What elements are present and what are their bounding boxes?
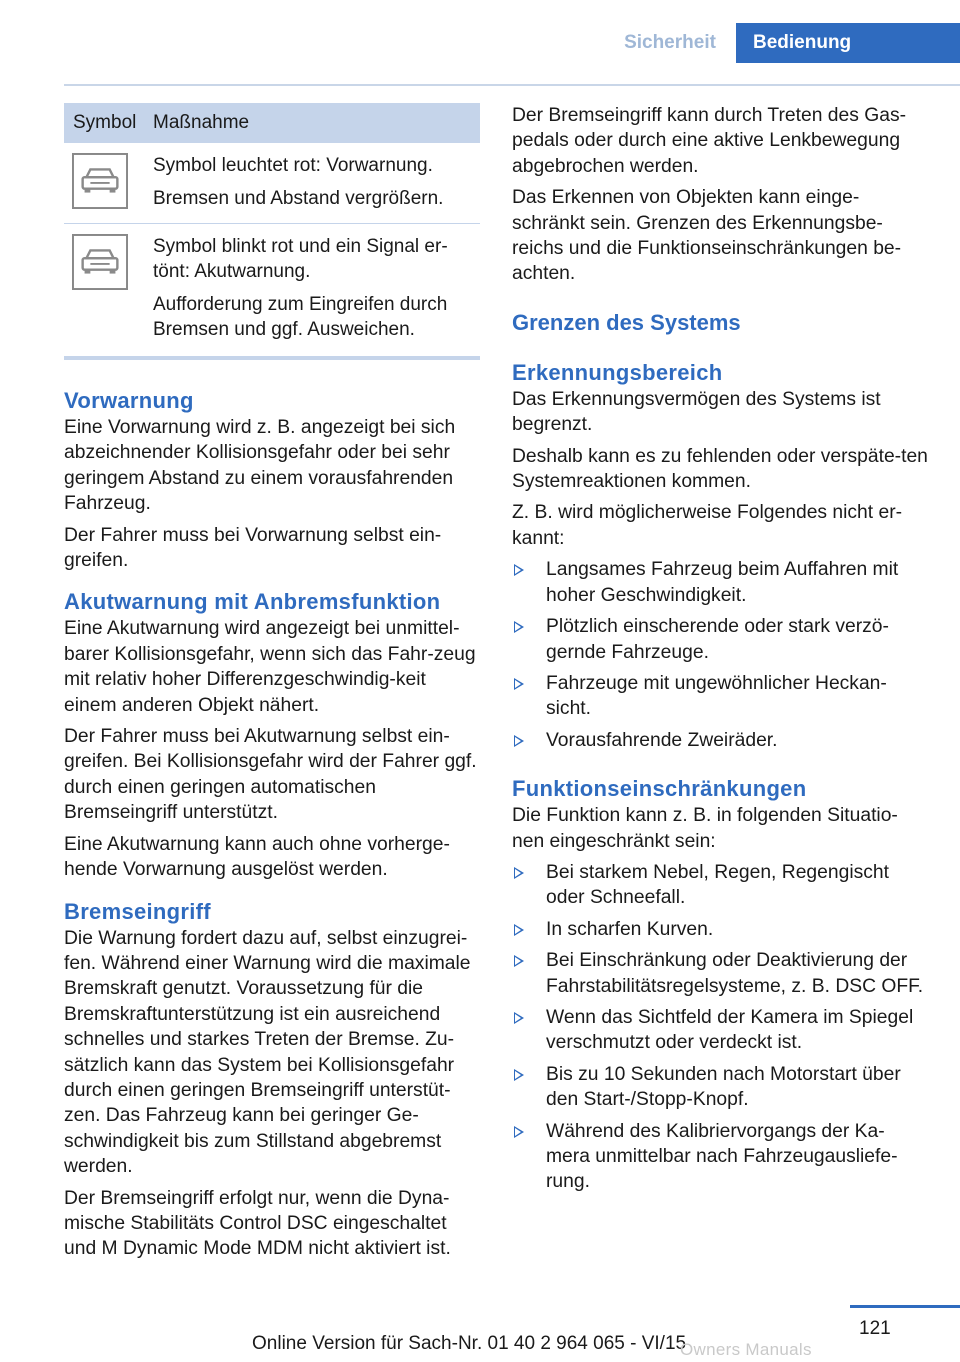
table-cell-text: Symbol blinkt rot und ein Signal er‐tönt: Akutwarnung. [153,236,448,282]
list-item: Vorausfahrende Zweiräder. [512,728,928,753]
table-cell-text: Symbol leuchtet rot: Vorwarnung. [153,155,433,176]
left-column [64,103,480,1262]
footer-version-text: Online Version für Sach-Nr. 01 40 2 964 065 - VI/15 [252,1333,687,1354]
tab-sicherheit[interactable]: Sicherheit [624,32,716,53]
page-number: 121 [859,1318,891,1339]
list-item: Bei starkem Nebel, Regen, Regengischt oder Schneefall. [512,860,928,911]
triangle-bullet-icon [514,1126,524,1138]
list-item: Langsames Fahrzeug beim Auffahren mit hoher Geschwindigkeit. [512,557,928,608]
list-item: Bis zu 10 Sekunden nach Motorstart über den Start-/Stopp-Knopf. [512,1062,928,1113]
table-bottom-rule [64,356,480,360]
triangle-bullet-icon [514,924,524,936]
paragraph: Das Erkennen von Objekten kann einge‐schränkt sein. Grenzen des Erkennungsbe‐reichs und die Funktionseinschränkungen be‐achten. [512,187,902,285]
tab-bedienung[interactable]: Bedienung [736,23,960,63]
paragraph: Deshalb kann es zu fehlenden oder verspäte‐ten Systemreaktionen kommen. [512,445,928,493]
bullet-list [512,557,928,753]
list-item: Wenn das Sichtfeld der Kamera im Spiegel verschmutzt oder verdeckt ist. [512,1005,928,1056]
paragraph: Das Erkennungsvermögen des Systems ist begrenzt. [512,388,881,436]
paragraph: Die Funktion kann z. B. in folgenden Situatio‐nen eingeschränkt sein: [512,805,898,852]
paragraph: Eine Akutwarnung kann auch ohne vorherge‐hende Vorwarnung ausgelöst werden. [64,833,450,881]
table-row [64,224,480,355]
right-column [512,103,928,1195]
paragraph: Der Fahrer muss bei Akutwarnung selbst ein‐greifen. Bei Kollisionsgefahr wird der Fahrer ggf. durch einen geringen automatischen Bremseingriff unterstützt. [64,726,477,824]
paragraph: Der Fahrer muss bei Vorwarnung selbst ein‐greifen. [64,524,442,572]
page-header [0,23,960,63]
watermark: Owners Manuals [680,1340,812,1359]
paragraph: Die Warnung fordert dazu auf, selbst einzugrei‐fen. Während einer Warnung wird die maximale Bremskraft genutzt. Voraussetzung für die Bremskraftunterstützung ist ein ausreichend schnelles und starkes Treten der Bremse. Zu‐sätzlich kann das System bei Kollisionsgefahr durch einen geringen Bremseingriff unterstüt‐zen. Das Fahrzeug kann bei geringer Ge‐schwindigkeit bis zum Stillstand abgebremst werden. [64,927,471,1178]
paragraph: Z. B. wird möglicherweise Folgendes nicht er‐kannt: [512,502,903,549]
car-warning-icon [72,153,128,209]
table-cell-text: Aufforderung zum Eingreifen durch Bremsen und ggf. Ausweichen. [153,294,448,340]
heading-erkennungsbereich: Erkennungsbereich [512,359,723,385]
list-item: Bei Einschränkung oder Deaktivierung der Fahrstabilitätsregelsysteme, z. B. DSC OFF. [512,948,928,999]
list-item: Während des Kalibriervorgangs der Ka‐mera unmittelbar nach Fahrzeugausliefe‐rung. [512,1119,928,1195]
table-header-symbol: Symbol [64,103,153,143]
triangle-bullet-icon [514,1012,524,1024]
paragraph: Eine Akutwarnung wird angezeigt bei unmittel‐barer Kollisionsgefahr, wenn sich das Fahr‐zeug mit relativ hoher Differenzgeschwindig‐keit einem anderen Objekt nähert. [64,618,476,716]
heading-akutwarnung: Akutwarnung mit Anbremsfunktion [64,589,441,615]
triangle-bullet-icon [514,678,524,690]
symbol-table [64,103,480,354]
paragraph: Der Bremseingriff erfolgt nur, wenn die Dyna‐mische Stabilitäts Control DSC eingeschaltet und M Dynamic Mode MDM nicht aktiviert ist. [64,1187,451,1260]
table-header-action: Maßnahme [153,103,480,143]
heading-funktionseinschraenkungen: Funktionseinschränkungen [512,776,807,802]
car-warning-icon [72,234,128,290]
heading-grenzen: Grenzen des Systems [512,309,741,335]
paragraph: Der Bremseingriff kann durch Treten des Gas‐pedals oder durch eine aktive Lenkbewegung abgebrochen werden. [512,105,907,177]
triangle-bullet-icon [514,621,524,633]
list-item: Plötzlich einscherende oder stark verzö‐gernde Fahrzeuge. [512,614,928,665]
heading-bremseingriff: Bremseingriff [64,898,211,924]
triangle-bullet-icon [514,564,524,576]
table-cell-text: Bremsen und Abstand vergrößern. [153,188,444,209]
heading-vorwarnung: Vorwarnung [64,388,194,413]
paragraph: Eine Vorwarnung wird z. B. angezeigt bei sich abzeichnender Kollisionsgefahr oder bei sehr geringem Abstand zu einem vorausfahrenden Fahrzeug. [64,417,456,515]
header-divider [64,84,960,86]
triangle-bullet-icon [514,955,524,967]
table-row [64,143,480,224]
bullet-list [512,860,928,1195]
footer-accent-rule [850,1305,960,1308]
triangle-bullet-icon [514,735,524,747]
triangle-bullet-icon [514,867,524,879]
list-item: Fahrzeuge mit ungewöhnlicher Heckan‐sicht. [512,671,928,722]
triangle-bullet-icon [514,1069,524,1081]
list-item: In scharfen Kurven. [512,917,928,942]
